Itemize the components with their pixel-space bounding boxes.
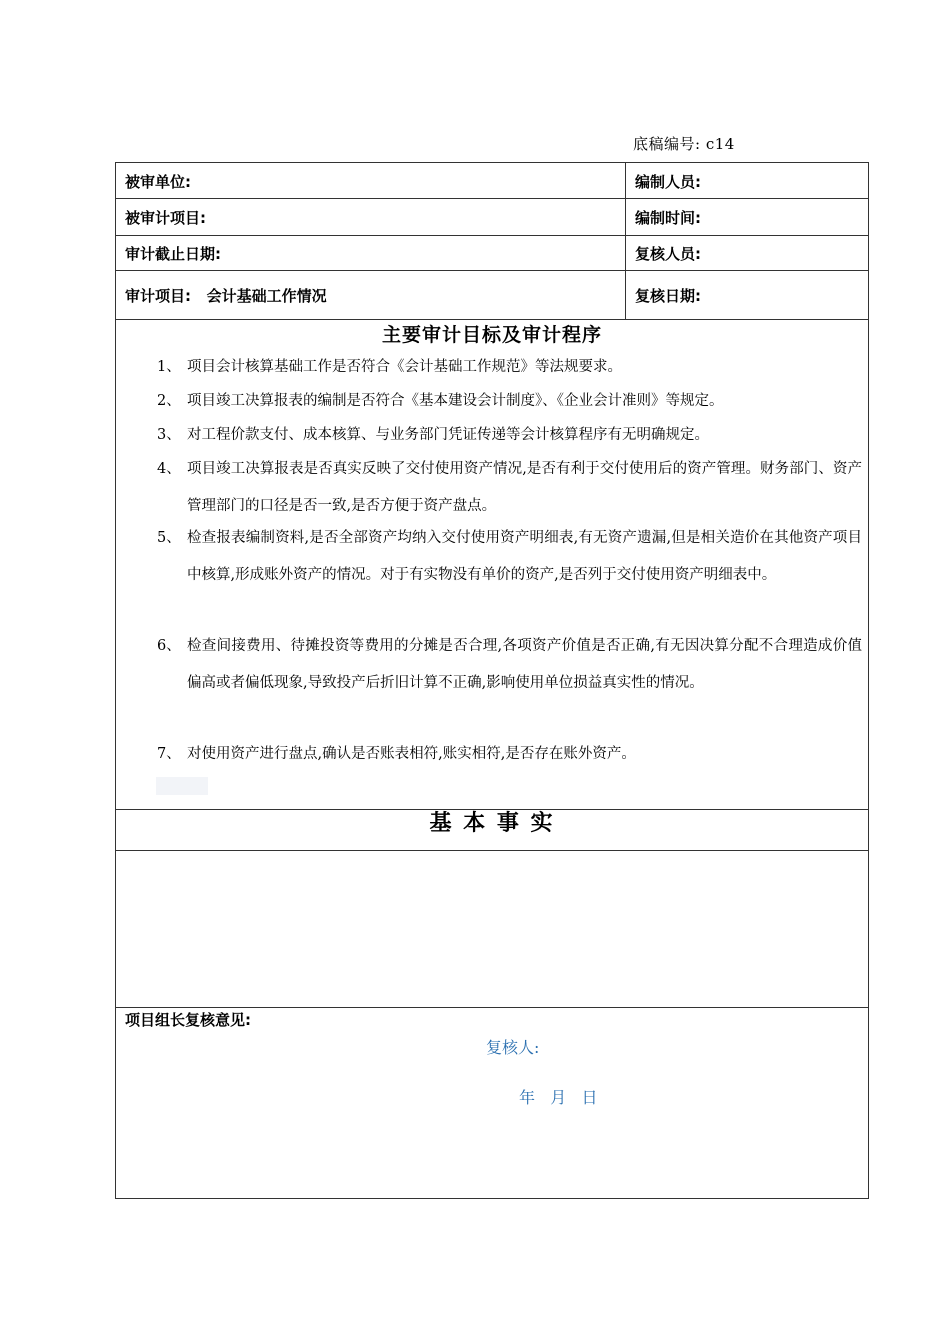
reviewer-signature-label: 复核人: (486, 1038, 540, 1057)
review-date-text: 年 月 日 (519, 1088, 598, 1107)
list-item (157, 451, 862, 524)
divider (116, 1007, 868, 1008)
item-number: 3、 (157, 427, 181, 443)
column-divider (625, 163, 626, 319)
preparer-label: 编制人员: (635, 173, 701, 191)
item-number: 4、 (157, 461, 181, 477)
item-text: 项目竣工决算报表是否真实反映了交付使用资产情况,是否有利于交付使用后的资产管理。财务部门、资产管理部门的口径是否一致,是否方便于资产盘点。 (187, 461, 862, 514)
list-item (157, 736, 862, 773)
item-text: 检查间接费用、待摊投资等费用的分摊是否合理,各项资产价值是否正确,有无因决算分配不合理造成价值偏高或者偏低现象,导致投产后折旧计算不正确,影响使用单位损益真实性的情况。 (187, 638, 862, 691)
divider (116, 850, 868, 851)
item-text: 对工程价款支付、成本核算、与业务部门凭证传递等会计核算程序有无明确规定。 (187, 427, 709, 443)
leader-review-label: 项目组长复核意见: (125, 1011, 251, 1029)
list-item (157, 520, 862, 593)
item-text: 项目会计核算基础工作是否符合《会计基础工作规范》等法规要求。 (187, 359, 622, 375)
prepared-time-label: 编制时间: (635, 209, 701, 227)
facts-title: 基 本 事 实 (429, 811, 555, 836)
audit-item-label: 审计项目: 会计基础工作情况 (125, 287, 327, 305)
item-text: 检查报表编制资料,是否全部资产均纳入交付使用资产明细表,有无资产遗漏,但是相关造价在其他资产项目中核算,形成账外资产的情况。对于有实物没有单价的资产,是否列于交付使用资产明细表中。 (187, 530, 862, 583)
list-item (157, 383, 862, 420)
divider (116, 198, 868, 199)
objectives-title: 主要审计目标及审计程序 (381, 324, 602, 346)
divider (116, 270, 868, 271)
reviewer-label: 复核人员: (635, 245, 701, 263)
audited-unit-label: 被审单位: (125, 173, 191, 191)
review-date-label: 复核日期: (635, 287, 701, 305)
divider (116, 235, 868, 236)
item-number: 7、 (157, 746, 181, 762)
doc-number: 底稿编号: c14 (633, 135, 735, 153)
item-number: 1、 (157, 359, 181, 375)
faint-mark (156, 777, 208, 795)
item-number: 6、 (157, 638, 181, 654)
item-number: 2、 (157, 393, 181, 409)
list-item (157, 349, 862, 386)
list-item (157, 417, 862, 454)
audit-form (115, 162, 869, 1199)
item-number: 5、 (157, 530, 181, 546)
audit-cutoff-date-label: 审计截止日期: (125, 245, 221, 263)
item-text: 对使用资产进行盘点,确认是否账表相符,账实相符,是否存在账外资产。 (187, 746, 636, 762)
audited-project-label: 被审计项目: (125, 209, 206, 227)
item-text: 项目竣工决算报表的编制是否符合《基本建设会计制度》、《企业会计准则》等规定。 (187, 393, 724, 409)
list-item (157, 628, 862, 701)
